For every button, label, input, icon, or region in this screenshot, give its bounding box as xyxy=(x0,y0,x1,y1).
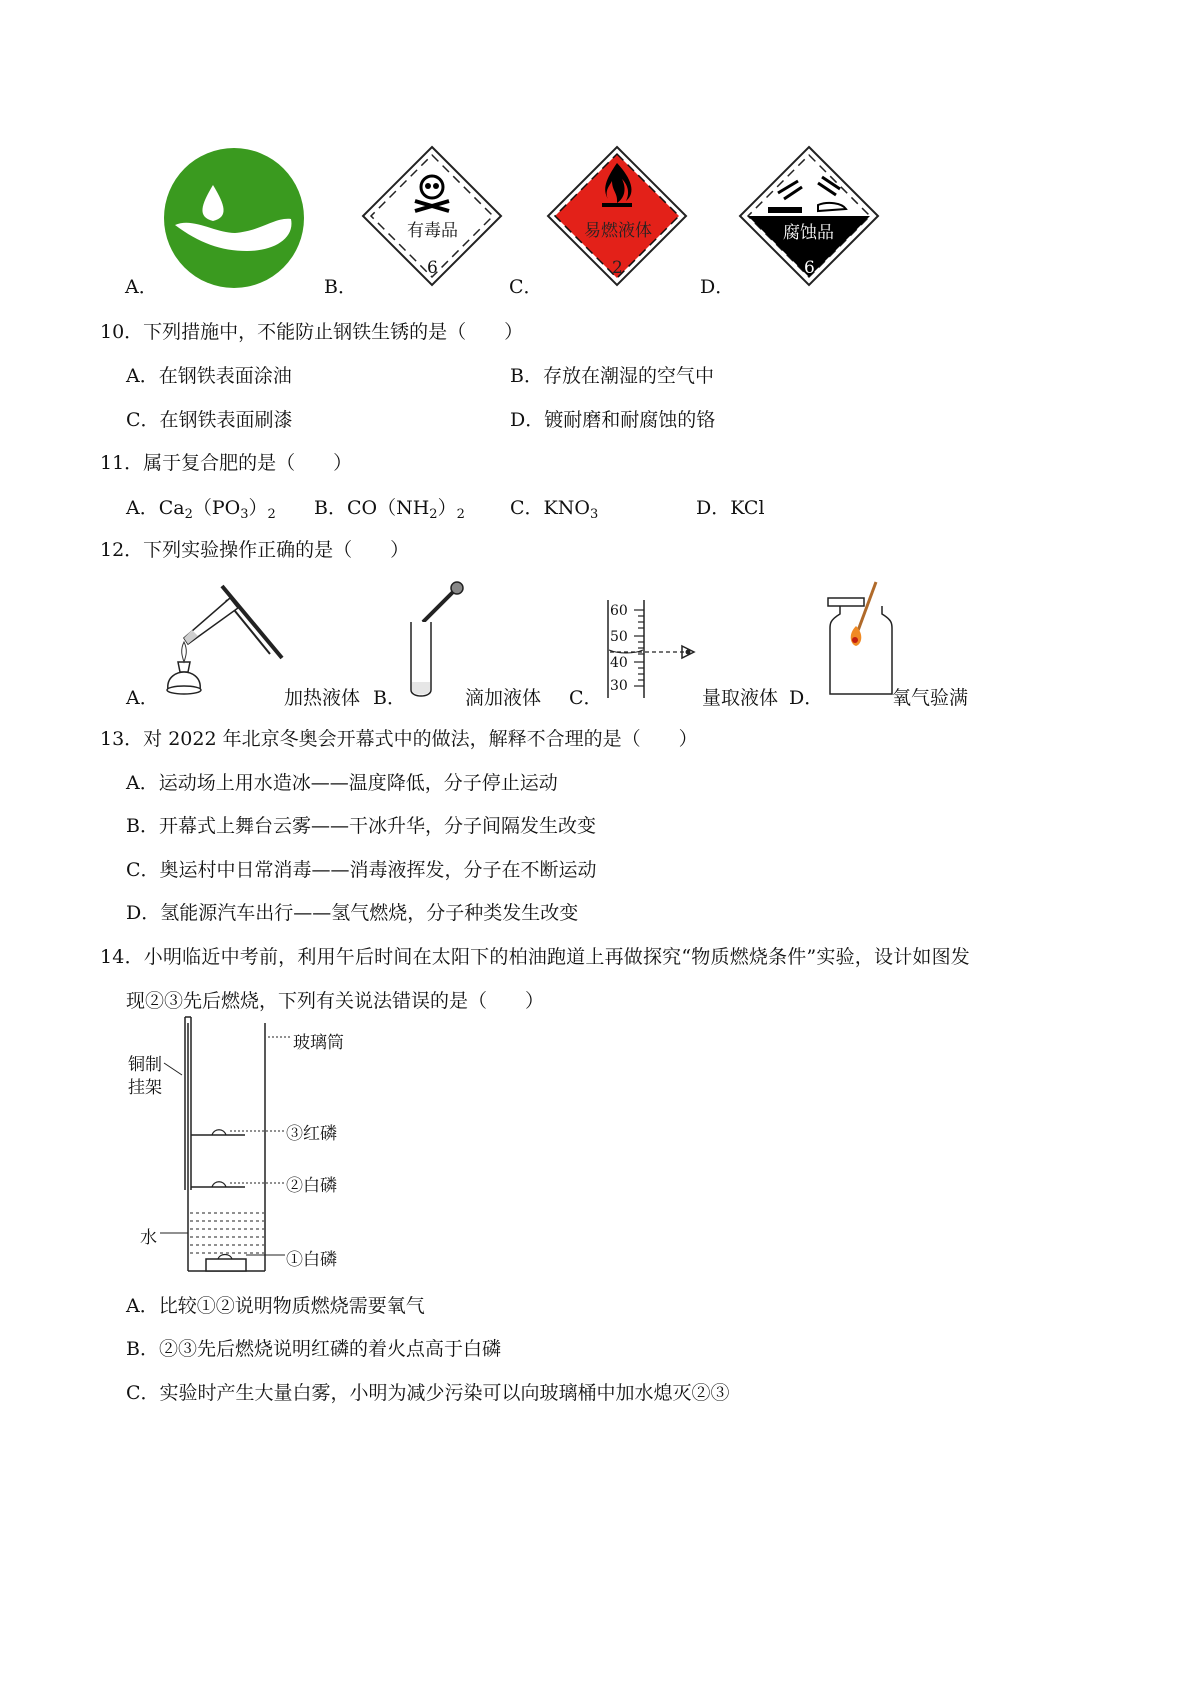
oxygen-test-illustration xyxy=(826,578,896,700)
q12-option-a-letter: A． xyxy=(126,687,159,709)
flammable-sign-number: 2 xyxy=(612,258,623,278)
water-saving-logo xyxy=(163,147,305,289)
flammable-sign-text: 易燃液体 xyxy=(584,221,652,241)
cylinder-tick-40: 40 xyxy=(610,655,628,671)
dropping-liquid-illustration xyxy=(405,580,475,700)
q12-option-b-letter: B． xyxy=(373,687,406,709)
cylinder-tick-60: 60 xyxy=(610,603,628,619)
q13-option-b: B．开幕式上舞台云雾——干冰升华，分子间隔发生改变 xyxy=(126,815,596,837)
q11-option-d: D．KCl xyxy=(696,497,765,519)
diagram-label-hanger-1: 铜制 xyxy=(128,1055,162,1075)
q10-option-a: A．在钢铁表面涂油 xyxy=(126,365,292,387)
q10-option-c: C．在钢铁表面刷漆 xyxy=(126,409,293,431)
q14-option-a: A．比较①②说明物质燃烧需要氧气 xyxy=(126,1295,425,1317)
diagram-label-water: 水 xyxy=(140,1228,157,1248)
diagram-label-hanger-2: 挂架 xyxy=(128,1078,162,1098)
sign-option-b-letter: B． xyxy=(324,276,357,298)
diagram-label-white-phosphorus-2: ②白磷 xyxy=(286,1176,337,1196)
q10-option-b: B．存放在潮湿的空气中 xyxy=(510,365,714,387)
q14-option-c: C．实验时产生大量白雾，小明为减少污染可以向玻璃桶中加水熄灭②③ xyxy=(126,1382,730,1404)
q12-option-a-caption: 加热液体 xyxy=(284,687,361,709)
q10-option-d: D．镀耐磨和耐腐蚀的铬 xyxy=(510,409,716,431)
q12-option-b-caption: 滴加液体 xyxy=(465,687,542,709)
diagram-label-cylinder: 玻璃筒 xyxy=(293,1033,344,1053)
diagram-label-red-phosphorus: ③红磷 xyxy=(286,1124,337,1144)
q11-option-b: B．$CO(NH_2)_2$ xyxy=(314,497,465,522)
q12-option-d-caption: 氧气验满 xyxy=(892,687,969,709)
q14-stem-line2: 现②③先后燃烧，下列有关说法错误的是（ ） xyxy=(126,990,545,1012)
cylinder-tick-50: 50 xyxy=(610,629,628,645)
diagram-label-white-phosphorus-1: ①白磷 xyxy=(286,1250,337,1270)
q12-option-d-letter: D． xyxy=(789,687,824,709)
corrosive-sign-number: 6 xyxy=(804,258,815,278)
corrosive-sign-text: 腐蚀品 xyxy=(783,223,834,243)
q12-stem: 12．下列实验操作正确的是（ ） xyxy=(100,539,410,561)
q13-option-c: C．奥运村中日常消毒——消毒液挥发，分子在不断运动 xyxy=(126,859,597,881)
toxic-sign-number: 6 xyxy=(427,258,438,278)
q12-option-c-caption: 量取液体 xyxy=(702,687,779,709)
q10-stem: 10．下列措施中，不能防止钢铁生锈的是（ ） xyxy=(100,321,524,343)
q13-option-d: D．氢能源汽车出行——氢气燃烧，分子种类发生改变 xyxy=(126,902,579,924)
q13-option-a: A．运动场上用水造冰——温度降低，分子停止运动 xyxy=(126,772,558,794)
cylinder-tick-30: 30 xyxy=(610,678,628,694)
q11-option-a: A．$Ca_2(PO_3)_2$ xyxy=(126,497,276,522)
q14-option-b: B．②③先后燃烧说明红磷的着火点高于白磷 xyxy=(126,1338,501,1360)
q11-option-c: C．$KNO_3$ xyxy=(510,497,599,522)
q11-stem: 11．属于复合肥的是（ ） xyxy=(100,452,353,474)
sign-option-a-letter: A． xyxy=(125,276,158,298)
q12-option-c-letter: C． xyxy=(569,687,603,709)
q13-stem: 13．对 2022 年北京冬奥会开幕式中的做法，解释不合理的是（ ） xyxy=(100,728,698,750)
sign-option-c-letter: C． xyxy=(509,276,543,298)
heating-liquid-illustration xyxy=(160,580,290,705)
sign-option-d-letter: D． xyxy=(700,276,735,298)
q14-stem-line1: 14．小明临近中考前，利用午后时间在太阳下的柏油跑道上再做探究“物质燃烧条件”实验，设计如图发 xyxy=(100,946,971,968)
toxic-sign-text: 有毒品 xyxy=(407,221,458,241)
